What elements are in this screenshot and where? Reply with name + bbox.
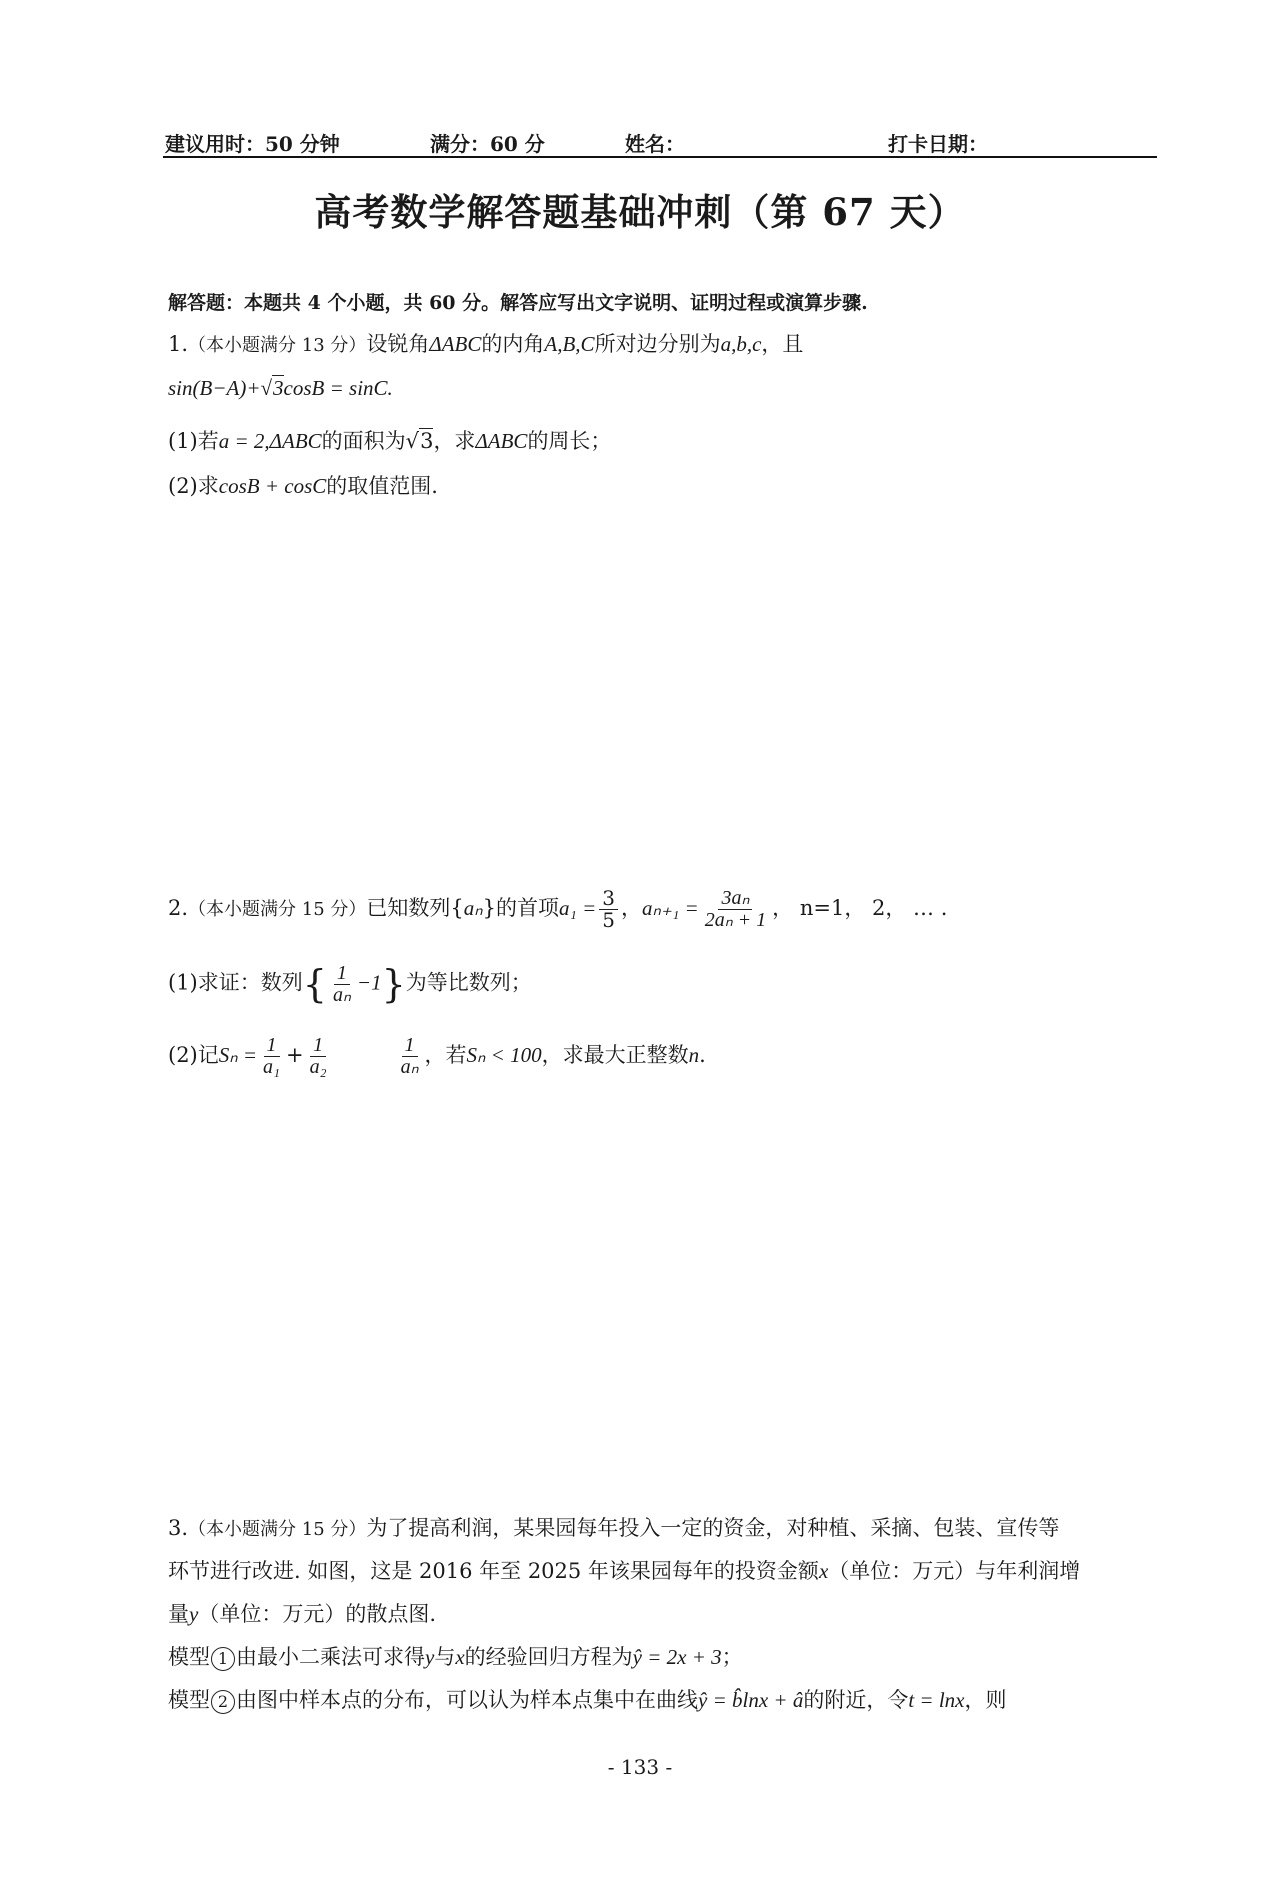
- q2-part1-text: 为等比数列；: [405, 970, 532, 995]
- fraction-numerator: 1: [264, 1035, 280, 1057]
- q3-text: ；: [721, 1645, 743, 1669]
- q2-part2-variable: n: [688, 1043, 700, 1067]
- q1-text: ，且: [761, 332, 804, 356]
- q3-model-2: [168, 1684, 1007, 1714]
- q3-number: 3.: [168, 1516, 189, 1540]
- q2-part2: [168, 1035, 706, 1078]
- fraction-denominator: 2aₙ + 1: [704, 909, 767, 931]
- q1-part1-triangle: ΔABC: [475, 429, 528, 453]
- date-label: 打卡日期：: [888, 132, 988, 156]
- q3-line-1: [168, 1512, 1059, 1542]
- q3-text: 由最小二乘法可求得: [236, 1645, 425, 1669]
- q1-triangle: ΔABC: [429, 332, 482, 356]
- date-field: [888, 128, 1106, 157]
- q3-model-1: [168, 1641, 743, 1671]
- q1-part1-root: 3: [420, 429, 434, 453]
- q2-index-range: ， n=1， 2， … .: [772, 896, 948, 920]
- q1-stem: [168, 328, 803, 358]
- q2-part1: [168, 962, 532, 1006]
- page-number: - 133 -: [607, 1755, 673, 1779]
- q1-number: 1.: [168, 332, 189, 356]
- q2-part2-text: ，求最大正整数: [541, 1043, 689, 1067]
- name-field: [625, 128, 803, 157]
- q1-part1-condition: a = 2,: [218, 429, 270, 453]
- name-blank: [685, 138, 803, 157]
- q1-eq-root: 3: [273, 376, 284, 400]
- fraction-denominator: aₙ: [400, 1056, 419, 1078]
- full-score-label: 满分：60 分: [430, 132, 545, 156]
- q2-stem: [168, 888, 947, 931]
- q2-part2-text: ，若: [424, 1043, 467, 1067]
- q1-part2-text: 的取值范围.: [326, 474, 438, 498]
- q2-part1-fraction: [330, 963, 354, 1006]
- q1-equation: [168, 376, 393, 401]
- q2-sequence: aₙ: [463, 896, 483, 920]
- q3-variable-y: y: [425, 1645, 435, 1669]
- q1-part1-text: ，求: [433, 429, 476, 453]
- q2-number: 2.: [168, 896, 189, 920]
- q1-part1-text: (1)若: [168, 429, 219, 453]
- q2-first-term-fraction: [599, 888, 618, 931]
- q3-variable-x: x: [818, 1559, 829, 1583]
- date-blank: [988, 138, 1106, 157]
- q1-eq-right: cosB = sinC.: [283, 376, 393, 400]
- plus-sign: +: [286, 1043, 304, 1067]
- q3-text: 的经验回归方程为: [464, 1645, 633, 1669]
- q3-line-2: [168, 1555, 1080, 1585]
- q3-text: 量: [168, 1602, 189, 1626]
- sqrt-sign: √: [405, 429, 420, 453]
- q3-text: 由图中样本点的分布，可以认为样本点集中在曲线: [236, 1688, 698, 1712]
- fraction-numerator: 3: [599, 888, 618, 910]
- q3-score-note: （本小题满分 15 分）: [188, 1519, 367, 1540]
- fraction-denominator: a₂: [309, 1056, 327, 1078]
- suggested-time-label: 建议用时：50 分钟: [165, 132, 340, 156]
- q3-text: 为了提高利润，某果园每年投入一定的资金，对种植、采摘、包装、宣传等: [366, 1516, 1060, 1540]
- q3-text: 的附近，令: [803, 1688, 909, 1712]
- q1-part2-expression: cosB + cosC: [218, 474, 327, 498]
- fraction-numerator: 1: [402, 1035, 418, 1057]
- fraction-denominator: a₁: [263, 1056, 280, 1078]
- q3-text: （单位：万元）的散点图.: [198, 1602, 437, 1626]
- q2-part2-text: .: [699, 1043, 706, 1067]
- q2-first-term: a₁ =: [559, 896, 597, 920]
- q2-sum-fraction-n: [398, 1035, 422, 1078]
- circled-number-1: 1: [211, 1647, 235, 1671]
- q2-recurrence-fraction: [702, 888, 769, 931]
- fraction-denominator: aₙ: [332, 983, 351, 1006]
- q1-part1-text: 的周长；: [527, 429, 612, 453]
- fraction-numerator: 3aₙ: [718, 888, 752, 910]
- q2-sum: Sₙ =: [218, 1043, 258, 1067]
- q2-text: 的首项: [496, 896, 560, 920]
- q3-text: ，则: [964, 1688, 1007, 1712]
- fraction-denominator: 5: [602, 908, 615, 932]
- q3-variable-y: y: [189, 1602, 199, 1626]
- q1-angles: A,B,C: [544, 332, 595, 356]
- q3-text: （单位：万元）与年利润增: [828, 1559, 1081, 1583]
- section-intro: 解答题：本题共 4 个小题，共 60 分。解答应写出文字说明、证明过程或演算步骤.: [168, 292, 868, 314]
- page-title: 高考数学解答题基础冲刺（第 67 天）: [314, 190, 966, 234]
- q1-part2: [168, 470, 438, 500]
- q2-part2-condition: Sₙ < 100: [466, 1043, 542, 1067]
- q1-eq-left: sin(B−A)+: [168, 376, 261, 400]
- q2-recurrence: aₙ₊₁ =: [642, 896, 699, 920]
- q3-substitution: t = lnx: [908, 1688, 965, 1712]
- q2-sum-fraction-2: [307, 1035, 330, 1078]
- q2-part1-text: (1)求证：数列: [168, 970, 303, 995]
- q1-text: 所对边分别为: [594, 332, 721, 356]
- sqrt-sign: √: [260, 376, 273, 400]
- q3-text: 环节进行改进. 如图，这是 2016 年至 2025 年该果园每年的投资金额: [168, 1559, 819, 1583]
- header-rule: [163, 156, 1157, 158]
- q1-text: 设锐角: [366, 332, 430, 356]
- brace-left: {: [302, 962, 327, 1006]
- separator: ，: [621, 896, 642, 920]
- q2-score-note: （本小题满分 15 分）: [188, 899, 367, 920]
- name-label: 姓名：: [625, 132, 685, 156]
- q3-regression-equation: ŷ = 2x + 3: [632, 1645, 722, 1669]
- fraction-numerator: 1: [310, 1035, 326, 1057]
- circled-number-2: 2: [211, 1690, 235, 1714]
- brace-right: }: [381, 962, 406, 1006]
- q2-part1-minus: −1: [356, 970, 382, 995]
- q3-text: 模型: [168, 1645, 210, 1669]
- brace-right: }: [482, 896, 497, 920]
- q2-part2-text: (2)记: [168, 1043, 219, 1067]
- q2-text: 已知数列: [366, 896, 451, 920]
- q1-part1-text: 的面积为: [321, 429, 406, 453]
- q1-score-note: （本小题满分 13 分）: [188, 335, 367, 356]
- q2-sum-fraction-1: [260, 1035, 283, 1078]
- q1-part2-text: (2)求: [168, 474, 219, 498]
- fraction-numerator: 1: [334, 963, 350, 985]
- q3-text: 模型: [168, 1688, 210, 1712]
- q3-text: 与: [434, 1645, 456, 1669]
- q3-variable-x: x: [455, 1645, 465, 1669]
- q3-line-3: [168, 1598, 436, 1628]
- q1-part1-triangle: ΔABC: [269, 429, 322, 453]
- q1-sides: a,b,c: [720, 332, 762, 356]
- q1-part1: [168, 425, 611, 455]
- q3-curve-equation: ŷ = b̂lnx + â: [698, 1688, 804, 1712]
- brace-left: {: [450, 896, 464, 920]
- q1-text: 的内角: [481, 332, 545, 356]
